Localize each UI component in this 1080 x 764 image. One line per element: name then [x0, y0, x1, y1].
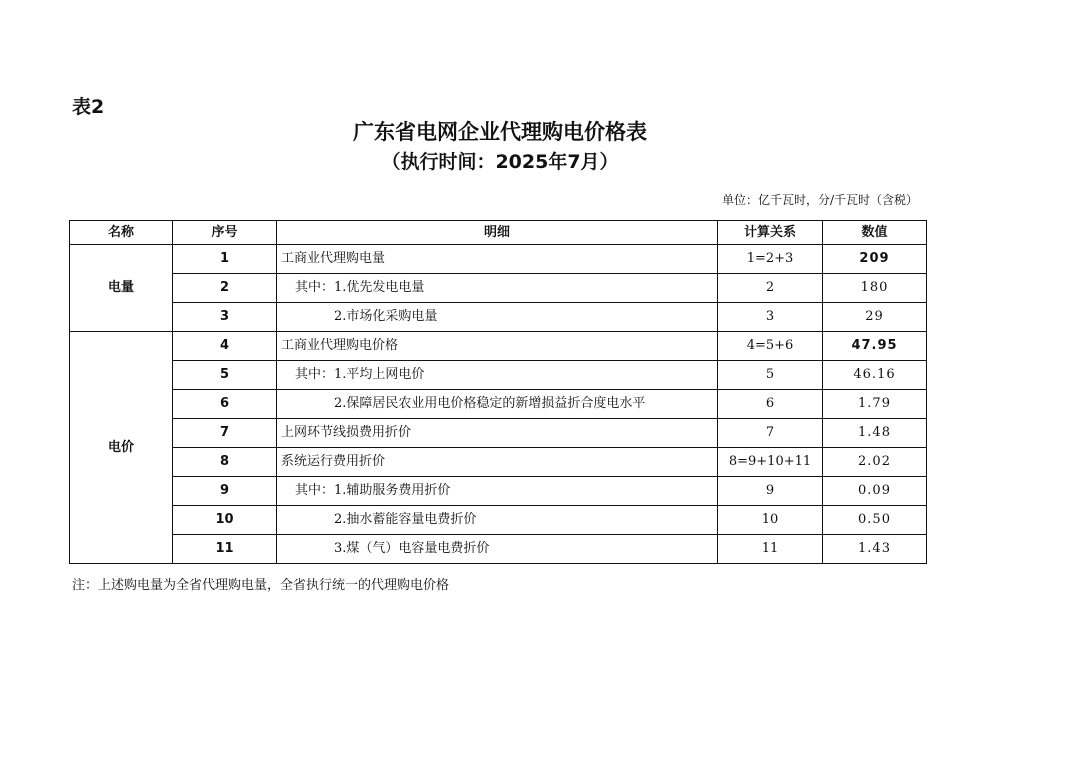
header-detail: 明细: [277, 221, 718, 245]
table-row: [70, 274, 927, 303]
group-price: 电价: [70, 332, 173, 564]
row-detail: 其中：1.优先发电电量: [277, 274, 718, 303]
row-value: 180: [823, 274, 927, 303]
footnote: 注：上述购电量为全省代理购电量，全省执行统一的代理购电价格: [72, 578, 450, 593]
row-calc: 10: [718, 506, 823, 535]
row-detail: 2.市场化采购电量: [277, 303, 718, 332]
row-calc: 6: [718, 390, 823, 419]
row-detail: 工商业代理购电价格: [277, 332, 718, 361]
table-row: [70, 332, 927, 361]
page-title: 广东省电网企业代理购电价格表: [353, 120, 647, 144]
group-electricity: 电量: [70, 245, 173, 332]
table-row: [70, 477, 927, 506]
table-label: 表2: [72, 96, 105, 118]
row-value: 0.09: [823, 477, 927, 506]
row-value: 0.50: [823, 506, 927, 535]
header-value: 数值: [823, 221, 927, 245]
row-calc: 4=5+6: [718, 332, 823, 361]
row-value: 46.16: [823, 361, 927, 390]
table-row: [70, 448, 927, 477]
row-detail: 2.抽水蓄能容量电费折价: [277, 506, 718, 535]
row-calc: 7: [718, 419, 823, 448]
row-calc: 8=9+10+11: [718, 448, 823, 477]
row-calc: 1=2+3: [718, 245, 823, 274]
table-header-row: [70, 221, 927, 245]
table-row: [70, 419, 927, 448]
row-calc: 9: [718, 477, 823, 506]
header-calc: 计算关系: [718, 221, 823, 245]
row-seq: 10: [173, 506, 277, 535]
header-name: 名称: [70, 221, 173, 245]
page-subtitle: （执行时间：2025年7月）: [381, 151, 619, 173]
price-table: [69, 220, 927, 564]
row-value: 29: [823, 303, 927, 332]
table-row: [70, 535, 927, 564]
table-row: [70, 390, 927, 419]
row-seq: 3: [173, 303, 277, 332]
row-value: 47.95: [823, 332, 927, 361]
row-seq: 7: [173, 419, 277, 448]
row-calc: 3: [718, 303, 823, 332]
row-seq: 6: [173, 390, 277, 419]
row-value: 1.79: [823, 390, 927, 419]
row-value: 1.48: [823, 419, 927, 448]
row-detail: 2.保障居民农业用电价格稳定的新增损益折合度电水平: [277, 390, 718, 419]
row-detail: 工商业代理购电量: [277, 245, 718, 274]
row-detail: 上网环节线损费用折价: [277, 419, 718, 448]
row-calc: 5: [718, 361, 823, 390]
row-value: 1.43: [823, 535, 927, 564]
row-seq: 2: [173, 274, 277, 303]
row-calc: 11: [718, 535, 823, 564]
table-row: [70, 303, 927, 332]
table-row: [70, 361, 927, 390]
row-seq: 9: [173, 477, 277, 506]
row-seq: 4: [173, 332, 277, 361]
unit-note: 单位：亿千瓦时，分/千瓦时（含税）: [721, 193, 918, 207]
row-seq: 11: [173, 535, 277, 564]
row-seq: 1: [173, 245, 277, 274]
row-calc: 2: [718, 274, 823, 303]
row-detail: 3.煤（气）电容量电费折价: [277, 535, 718, 564]
row-value: 209: [823, 245, 927, 274]
table-row: [70, 245, 927, 274]
header-seq: 序号: [173, 221, 277, 245]
table-row: [70, 506, 927, 535]
row-seq: 8: [173, 448, 277, 477]
row-seq: 5: [173, 361, 277, 390]
row-value: 2.02: [823, 448, 927, 477]
row-detail: 系统运行费用折价: [277, 448, 718, 477]
row-detail: 其中：1.辅助服务费用折价: [277, 477, 718, 506]
row-detail: 其中：1.平均上网电价: [277, 361, 718, 390]
